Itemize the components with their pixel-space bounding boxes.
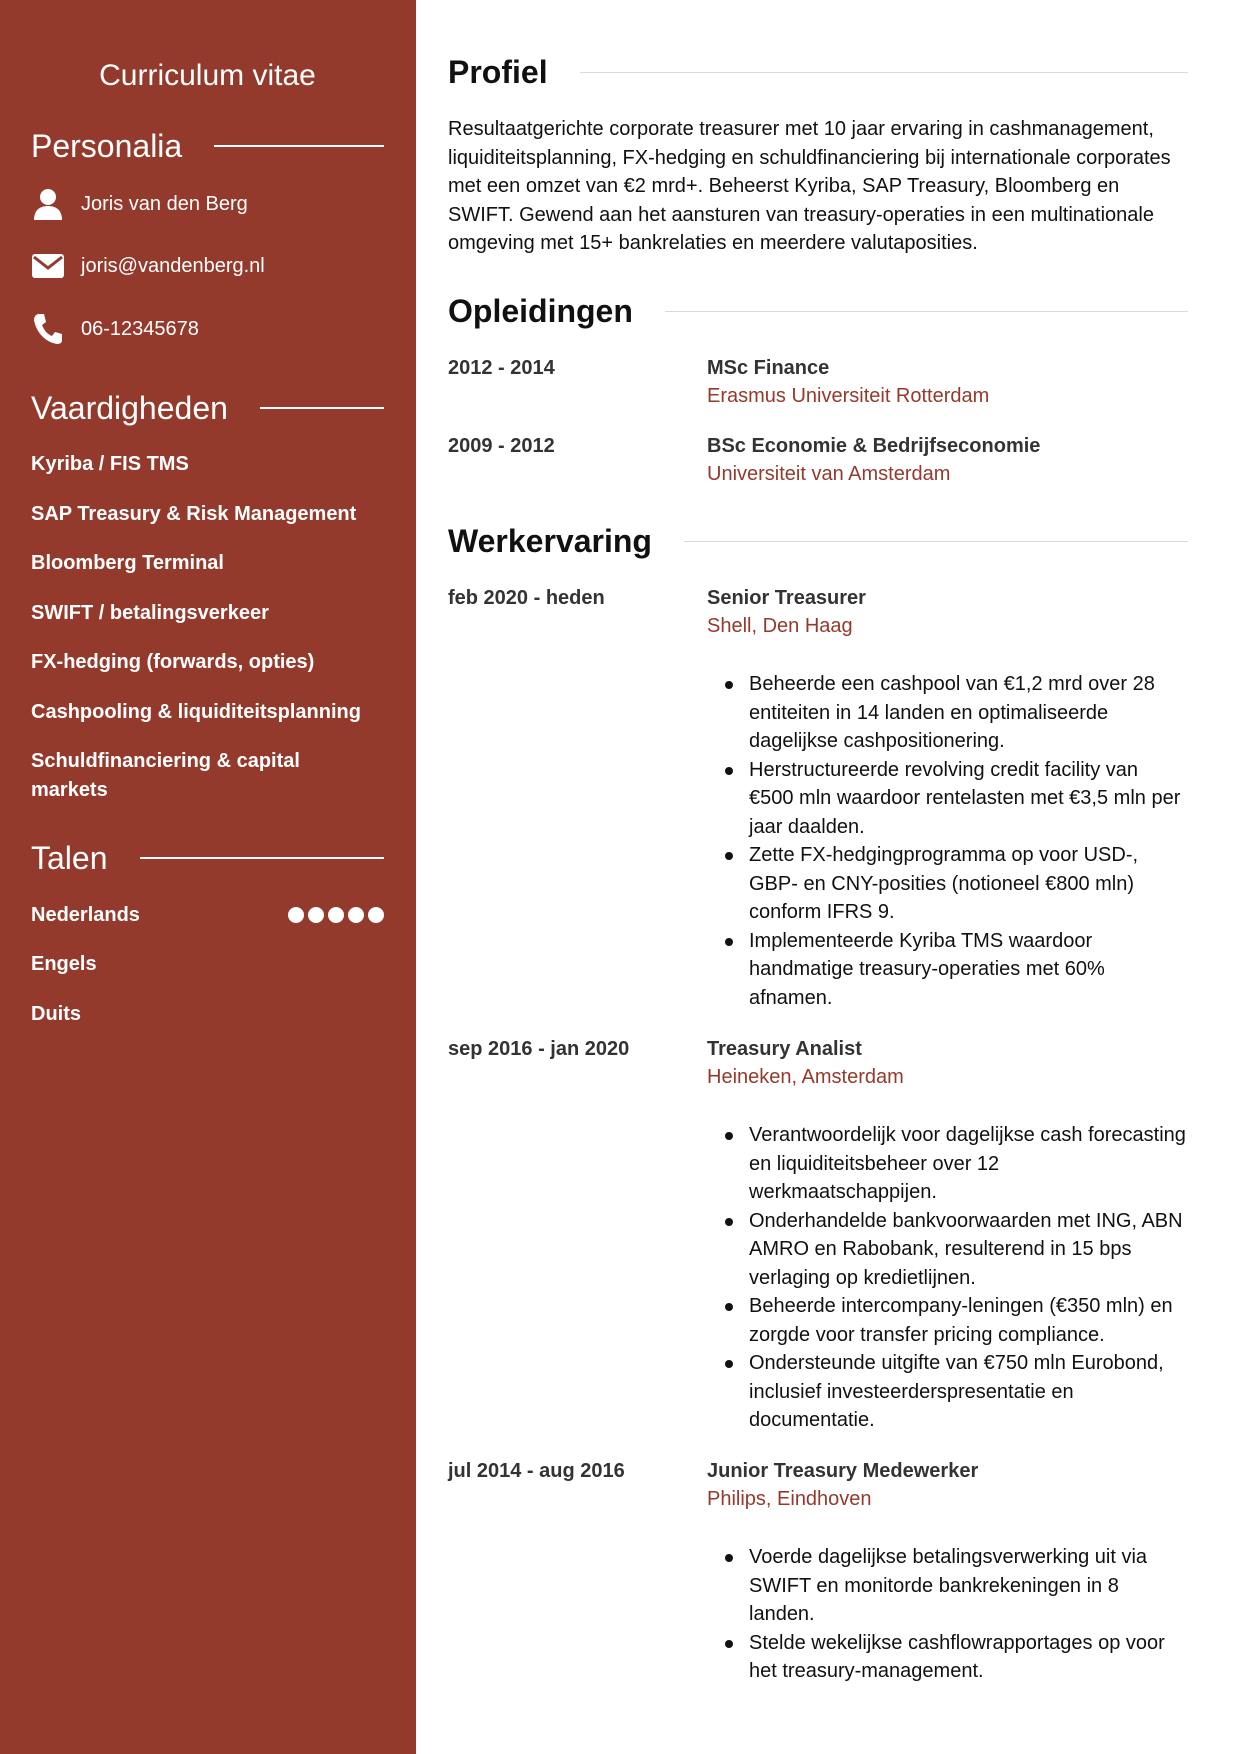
profile-heading-text: Profiel	[448, 53, 548, 90]
experience-period: feb 2020 - heden	[448, 587, 605, 609]
skills-heading	[31, 388, 384, 428]
education-institution: Erasmus Universiteit Rotterdam	[707, 385, 990, 407]
education-institution: Universiteit van Amsterdam	[707, 463, 951, 485]
experience-company: Heineken, Amsterdam	[707, 1066, 904, 1088]
bullet-item: Herstructureerde revolving credit facility van €500 mln waardoor rentelasten met €3,5 mln per jaar daalden.	[707, 756, 1188, 842]
profile-text: Resultaatgerichte corporate treasurer met 10 jaar ervaring in cashmanagement, liquiditeitsplanning, FX-hedging en schuldfinanciering bij internationale corporates met een omzet van €2 mrd+. Beheerst Kyriba, SAP Treasury, Bloomberg en SWIFT. Gewend aan het aansturen van treasury-operaties in een multinationale omgeving met 15+ bankrelaties en meerdere valutaposities.	[448, 118, 1171, 254]
phone-icon	[31, 312, 65, 346]
skill-item: FX-hedging (forwards, opties)	[31, 651, 315, 673]
envelope-icon	[31, 249, 65, 283]
experience-company: Philips, Eindhoven	[707, 1488, 872, 1510]
skill-item: SWIFT / betalingsverkeer	[31, 602, 269, 624]
heading-divider	[260, 407, 384, 409]
contact-email[interactable]	[31, 248, 265, 284]
rating-dot	[348, 907, 364, 923]
bullet-item: Beheerde een cashpool van €1,2 mrd over 28 entiteiten in 14 landen en optimaliseerde dagelijkse cashpositionering.	[707, 670, 1188, 756]
education-degree: MSc Finance	[707, 357, 830, 379]
bullet-item: Onderhandelde bankvoorwaarden met ING, ABN AMRO en Rabobank, resulterend in 15 bps verlaging op kredietlijnen.	[707, 1207, 1188, 1293]
skill-item: Schuldfinanciering & capital markets	[31, 750, 300, 801]
experience-period: sep 2016 - jan 2020	[448, 1038, 630, 1060]
bullet-item: Voerde dagelijkse betalingsverwerking uit via SWIFT en monitorde bankrekeningen in 8 landen.	[707, 1543, 1188, 1629]
rating-dot	[308, 907, 324, 923]
email-text[interactable]: joris@vandenberg.nl	[81, 254, 265, 277]
experience-bullets	[707, 1121, 1188, 1435]
contact-phone[interactable]	[31, 311, 199, 347]
name-text: Joris van den Berg	[81, 192, 248, 215]
language-level-rating	[288, 907, 384, 923]
cv-title: Curriculum vitae	[99, 59, 316, 92]
skills-heading-text: Vaardigheden	[31, 390, 228, 426]
experience-heading	[448, 521, 1188, 561]
experience-bullets	[707, 1543, 1188, 1686]
experience-role: Treasury Analist	[707, 1038, 862, 1060]
experience-company: Shell, Den Haag	[707, 615, 853, 637]
education-period: 2012 - 2014	[448, 357, 555, 379]
language-name: Nederlands	[31, 903, 140, 926]
contact-name	[31, 186, 248, 222]
personalia-heading-text: Personalia	[31, 128, 183, 164]
experience-role: Senior Treasurer	[707, 587, 866, 609]
bullet-item: Beheerde intercompany-leningen (€350 mln) en zorgde voor transfer pricing compliance.	[707, 1292, 1188, 1349]
education-heading-text: Opleidingen	[448, 292, 633, 329]
heading-divider	[140, 857, 385, 859]
language-name: Duits	[31, 1002, 81, 1025]
language-item	[31, 950, 384, 978]
skill-item: Cashpooling & liquiditeitsplanning	[31, 701, 361, 723]
bullet-item: Ondersteunde uitgifte van €750 mln Eurobond, inclusief investeerderspresentatie en documentatie.	[707, 1349, 1188, 1435]
profile-heading	[448, 52, 1188, 92]
education-heading	[448, 291, 1188, 331]
languages-heading-text: Talen	[31, 840, 108, 876]
skill-item: Bloomberg Terminal	[31, 552, 224, 574]
bullet-item: Stelde wekelijkse cashflowrapportages op voor het treasury-management.	[707, 1629, 1188, 1686]
language-name: Engels	[31, 952, 97, 975]
rating-dot	[368, 907, 384, 923]
personalia-heading	[31, 126, 384, 166]
education-period: 2009 - 2012	[448, 435, 555, 457]
person-icon	[31, 187, 65, 221]
heading-divider	[580, 72, 1188, 73]
language-item	[31, 901, 384, 929]
languages-heading	[31, 838, 384, 878]
bullet-item: Verantwoordelijk voor dagelijkse cash forecasting en liquiditeitsbeheer over 12 werkmaatschappijen.	[707, 1121, 1188, 1207]
rating-dot	[328, 907, 344, 923]
heading-divider	[665, 311, 1188, 312]
skill-item: Kyriba / FIS TMS	[31, 453, 189, 475]
rating-dot	[288, 907, 304, 923]
bullet-item: Zette FX-hedgingprogramma op voor USD-, GBP- en CNY-posities (notioneel €800 mln) conform IFRS 9.	[707, 841, 1188, 927]
main-content	[448, 0, 1188, 1754]
heading-divider	[684, 541, 1188, 542]
phone-text[interactable]: 06-12345678	[81, 317, 199, 340]
sidebar	[0, 0, 416, 1754]
language-item	[31, 1000, 384, 1028]
education-degree: BSc Economie & Bedrijfseconomie	[707, 435, 1041, 457]
bullet-item: Implementeerde Kyriba TMS waardoor handmatige treasury-operaties met 60% afnamen.	[707, 927, 1188, 1013]
experience-role: Junior Treasury Medewerker	[707, 1460, 979, 1482]
experience-heading-text: Werkervaring	[448, 522, 652, 559]
experience-bullets	[707, 670, 1188, 1012]
experience-period: jul 2014 - aug 2016	[448, 1460, 625, 1482]
skill-item: SAP Treasury & Risk Management	[31, 503, 357, 525]
heading-divider	[214, 145, 384, 147]
